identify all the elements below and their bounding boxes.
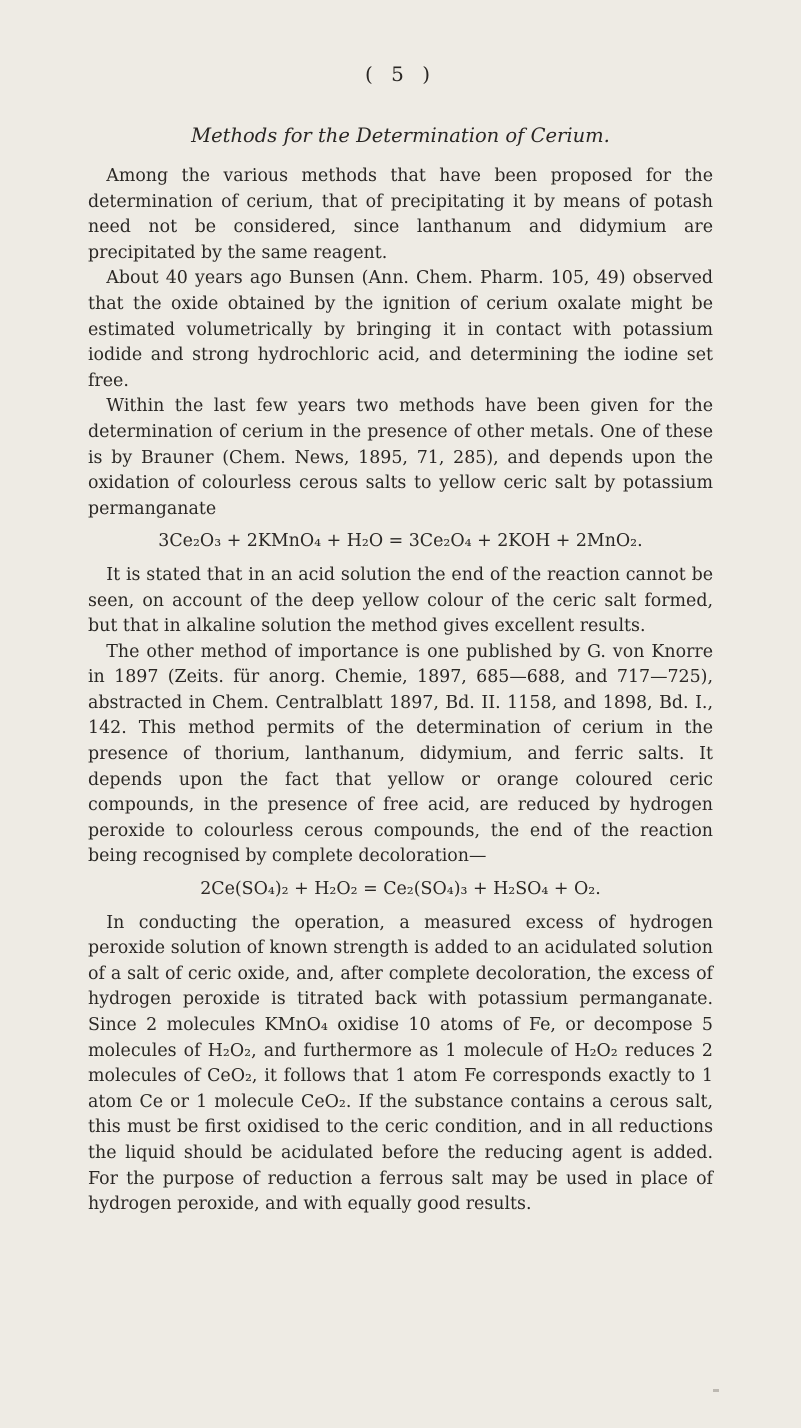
equation-permanganate: 3Ce₂O₃ + 2KMnO₄ + H₂O = 3Ce₂O₄ + 2KOH + 2MnO₂. bbox=[158, 531, 643, 552]
page-mark bbox=[713, 1389, 719, 1392]
paragraph: It is stated that in an acid solution the end of the reaction cannot be seen, on account of the deep yellow colour of the ceric salt formed, but that in alkaline solution the method gives excellent results. bbox=[88, 564, 713, 637]
paragraph: Among the various methods that have been proposed for the determination of cerium, that of precipitating it by means of potash need not be considered, since lanthanum and didymium are precipitated by the same reagent. bbox=[88, 166, 713, 263]
section-title: Methods for the Determination of Cerium. bbox=[191, 124, 610, 147]
paragraph: Within the last few years two methods have been given for the determination of cerium in the presence of other metals. One of these is by Brauner (Chem. News, 1895, 71, 285), and depends upon the oxidation of colourless cerous salts to yellow ceric salt by potassium permanganate bbox=[88, 396, 713, 519]
body-text bbox=[88, 164, 713, 1218]
paragraph: In conducting the operation, a measured excess of hydrogen peroxide solution of known strength is added to an acidulated solution of a salt of ceric oxide, and, after complete decoloration, the excess of hydrogen peroxide is titrated back with potassium permanganate. Since 2 molecules KMnO₄ oxidise 10 atoms of Fe, or decompose 5 molecules of H₂O₂, and furthermore as 1 molecule of H₂O₂ reduces 2 molecules of CeO₂, it follows that 1 atom Fe corresponds exactly to 1 atom Ce or 1 molecule CeO₂. If the substance contains a cerous salt, this must be first oxidised to the ceric condition, and in all reductions the liquid should be acidulated before the reducing agent is added. For the purpose of reduction a ferrous salt may be used in place of hydrogen peroxide, and with equally good results. bbox=[88, 912, 713, 1215]
page-number: ( 5 ) bbox=[364, 62, 437, 86]
paragraph: About 40 years ago Bunsen (Ann. Chem. Pharm. 105, 49) observed that the oxide obtained by the ignition of cerium oxalate might be estimated volumetrically by bringing it in contact with potassium iodide and strong hydrochloric acid, and determining the iodine set free. bbox=[88, 268, 713, 391]
paragraph: The other method of importance is one published by G. von Knorre in 1897 (Zeits. für anorg. Chemie, 1897, 685—688, and 717—725), abstracted in Chem. Centralblatt 1897, Bd. II. 1158, and 1898, Bd. I., 142. This method permits of the determination of cerium in the presence of thorium, lanthanum, didymium, and ferric salts. It depends upon the fact that yellow or orange coloured ceric compounds, in the presence of free acid, are reduced by hydrogen peroxide to colourless cerous compounds, the end of the reaction being recognised by complete decoloration— bbox=[88, 641, 713, 867]
equation-peroxide: 2Ce(SO₄)₂ + H₂O₂ = Ce₂(SO₄)₃ + H₂SO₄ + O₂. bbox=[200, 879, 601, 900]
